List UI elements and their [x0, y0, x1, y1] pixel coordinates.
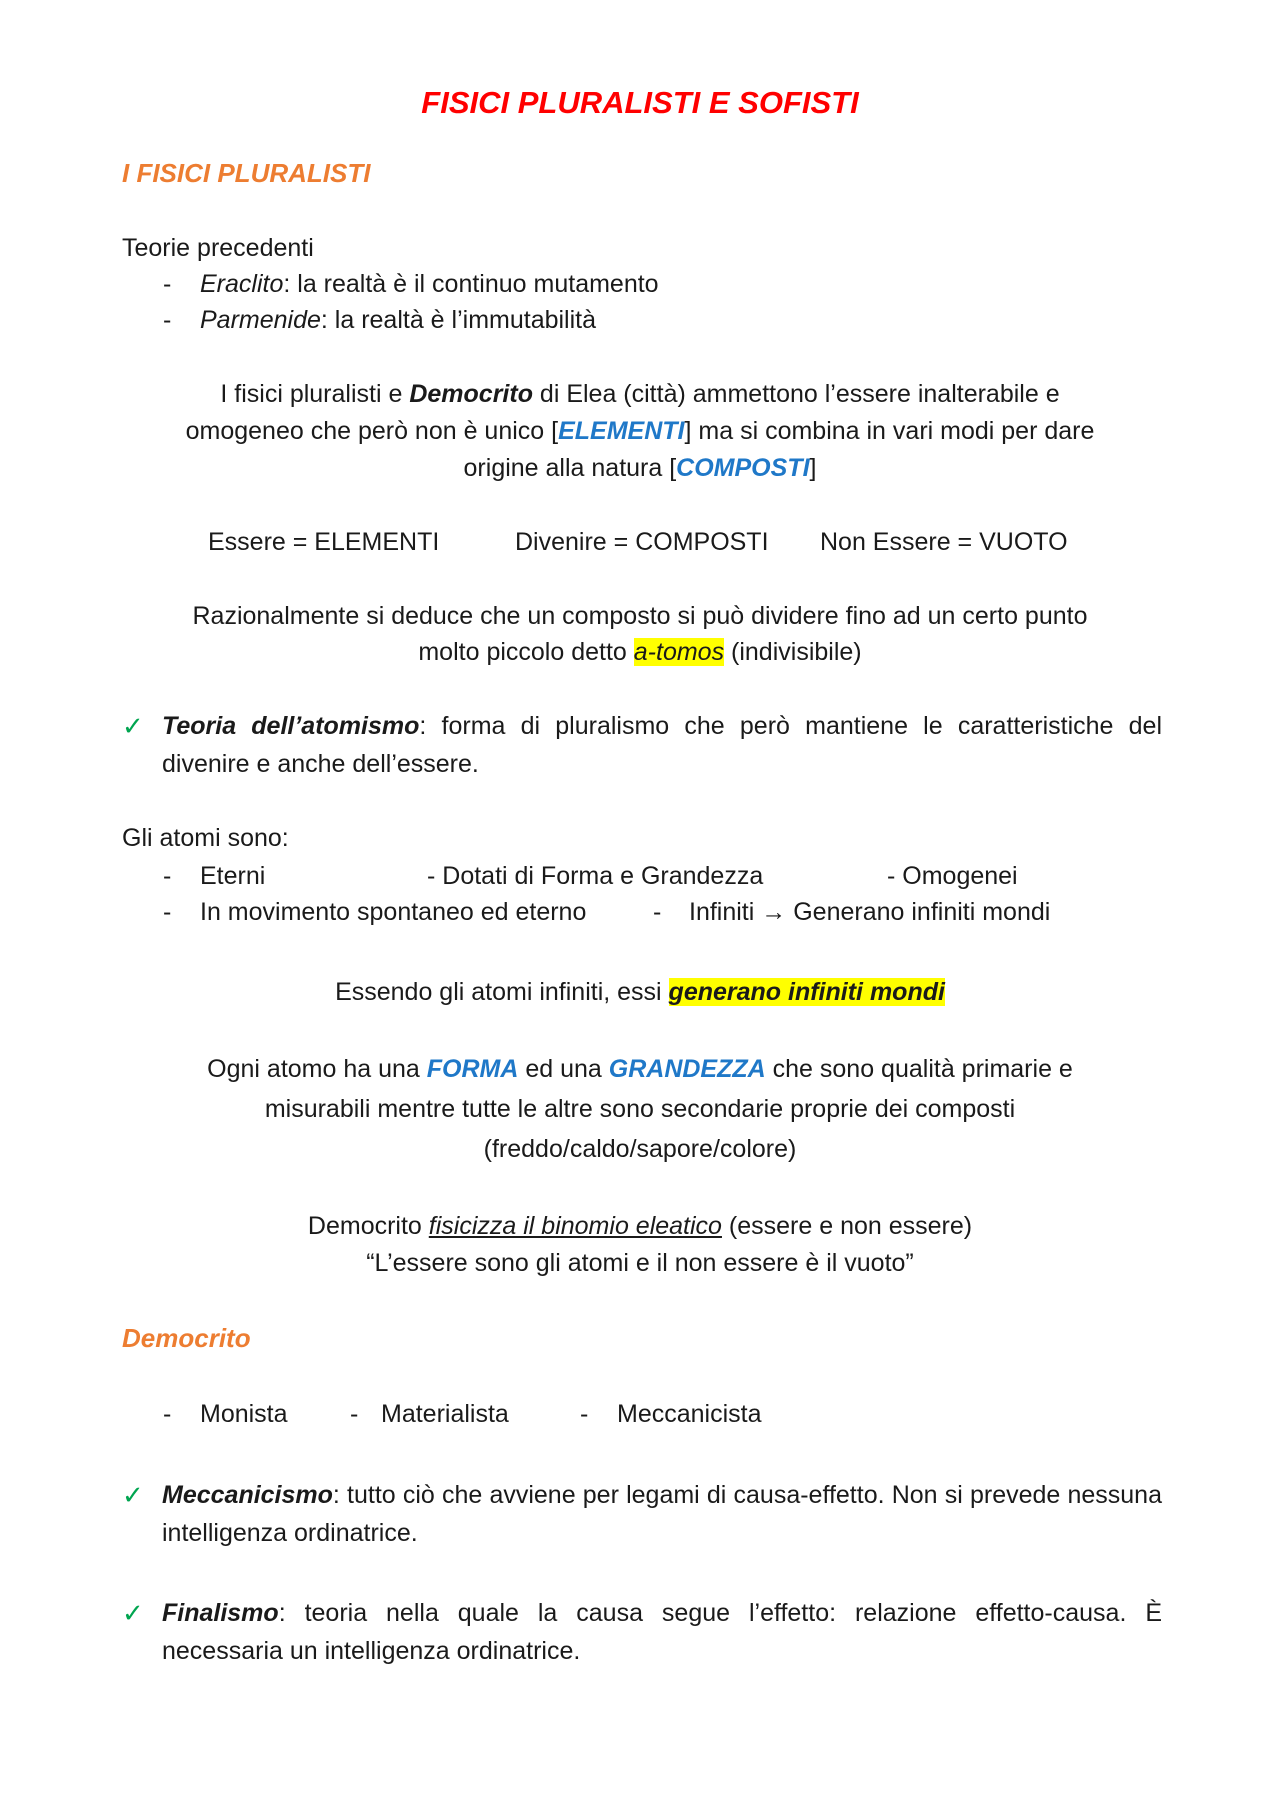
list-item: Eraclito: la realtà è il continuo mutamento	[200, 270, 659, 298]
paragraph-line: Ogni atomo ha una FORMA ed una GRANDEZZA che sono qualità primarie e	[207, 1055, 1073, 1083]
equation-essere: Essere = ELEMENTI	[208, 528, 440, 556]
arrow-right-icon: →	[761, 898, 787, 926]
dash-bullet: -	[580, 1400, 589, 1428]
atomi-item-eterni: Eterni	[200, 862, 266, 890]
dash-bullet: -	[163, 270, 172, 298]
paragraph-line: Razionalmente si deduce che un composto si può dividere fino ad un certo punto	[192, 602, 1088, 630]
teorie-label: Teorie precedenti	[122, 234, 314, 262]
atomi-label: Gli atomi sono:	[122, 824, 289, 852]
atomismo-paragraph: Teoria dell’atomismo: forma di pluralismo che però mantiene le caratteristiche del divenire e anche dell’essere.	[162, 712, 1162, 778]
paragraph-line: Essendo gli atomi infiniti, essi generano infiniti mondi	[335, 978, 945, 1006]
atomi-item-forma: - Dotati di Forma e Grandezza	[427, 862, 764, 890]
atomi-item-infiniti: Infiniti → Generano infiniti mondi	[689, 898, 1051, 926]
trait-monista: Monista	[200, 1400, 288, 1428]
highlighted-term: a-tomos	[633, 638, 725, 666]
atomi-item-movimento: In movimento spontaneo ed eterno	[200, 898, 587, 926]
paragraph-line: (freddo/caldo/sapore/colore)	[483, 1135, 797, 1163]
paragraph-line: omogeneo che però non è unico [ELEMENTI] ma si combina in vari modi per dare	[185, 417, 1095, 445]
quote-line: “L’essere sono gli atomi e il non essere è il vuoto”	[366, 1249, 914, 1277]
dash-bullet: -	[163, 1400, 172, 1428]
trait-materialista: Materialista	[381, 1400, 509, 1428]
meccanicismo-paragraph: Meccanicismo: tutto ciò che avviene per legami di causa-effetto. Non si prevede nessuna intelligenza ordinatrice.	[162, 1481, 1162, 1547]
dash-bullet: -	[163, 306, 172, 334]
paragraph-line: I fisici pluralisti e Democrito di Elea (città) ammettono l’essere inalterabile e	[220, 380, 1060, 408]
trait-meccanicista: Meccanicista	[617, 1400, 762, 1428]
paragraph-line: origine alla natura [COMPOSTI]	[463, 454, 817, 482]
check-icon: ✓	[122, 1598, 144, 1628]
section-heading-fisici-pluralisti: I FISICI PLURALISTI	[122, 158, 371, 188]
highlighted-term: generano infiniti mondi	[668, 978, 945, 1006]
equation-non-essere: Non Essere = VUOTO	[820, 528, 1068, 556]
check-icon: ✓	[122, 1480, 144, 1510]
page-title: FISICI PLURALISTI E SOFISTI	[421, 85, 859, 120]
paragraph-line: Democrito fisicizza il binomio eleatico (essere e non essere)	[307, 1212, 973, 1240]
dash-separator: -	[653, 898, 662, 926]
dash-bullet: -	[350, 1400, 359, 1428]
section-heading-democrito: Democrito	[122, 1323, 251, 1353]
atomi-item-omogenei: - Omogenei	[887, 862, 1018, 890]
paragraph-line: molto piccolo detto a-tomos (indivisibile)	[418, 638, 862, 666]
list-item: Parmenide: la realtà è l’immutabilità	[200, 306, 597, 334]
equation-divenire: Divenire = COMPOSTI	[515, 528, 769, 556]
dash-bullet: -	[163, 862, 172, 890]
dash-bullet: -	[163, 898, 172, 926]
paragraph-line: misurabili mentre tutte le altre sono secondarie proprie dei composti	[264, 1095, 1016, 1123]
check-icon: ✓	[122, 711, 144, 741]
finalismo-paragraph: Finalismo: teoria nella quale la causa segue l’effetto: relazione effetto-causa. È necessaria un intelligenza ordinatrice.	[162, 1599, 1162, 1665]
